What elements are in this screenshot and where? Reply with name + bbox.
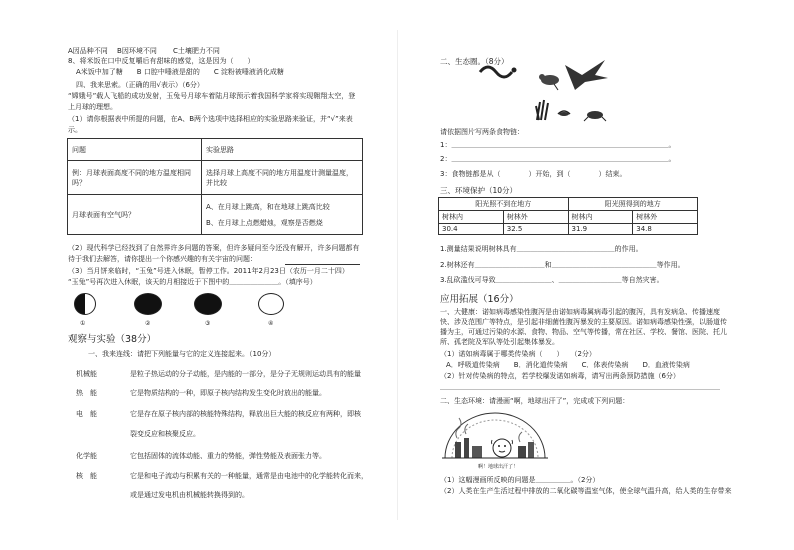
question-table xyxy=(67,138,363,235)
subq-2-line-1: （2）现代科学已经找到了自然界许多问题的答案，但许多疑问至今还没有解开，许多问题都有 xyxy=(68,244,360,252)
application-title: 应用拓展（16分） xyxy=(440,294,519,305)
food-chain-2: 2：＿＿＿＿＿＿＿＿＿＿＿＿＿＿＿＿＿＿＿＿＿＿＿＿＿＿＿＿＿＿＿。 xyxy=(440,155,676,163)
env-header-shade: 阳光照不到在地方 xyxy=(439,198,569,211)
options-line: A因品种不同 B因环境不同 C土壤肥力不同 xyxy=(68,47,220,55)
intro-line-2: 上月球的理想。 xyxy=(68,103,117,111)
energy-def-5-cont: 或是通过发电机由机械能转换得到的。 xyxy=(130,491,249,499)
table-row-2-question: 月球表面有空气吗？ xyxy=(68,195,202,235)
option-a: A、在月球上跳高，和在地球上跳高比较 xyxy=(206,202,330,211)
answer-line xyxy=(285,264,360,265)
snake-icon xyxy=(480,67,517,77)
cartoon-caption: 啊！地球出汗了！ xyxy=(478,464,519,470)
moon-label-1: ① xyxy=(80,320,86,327)
table-row-1-method: 选择月球上高度不同的地方用温度计测量温度，并比较 xyxy=(202,161,363,195)
subq-3-line-2: “玉兔”号再次进入休眠，该天的月相接近于下图中的＿＿＿＿＿＿＿。（填序号） xyxy=(68,278,317,286)
energy-name-3: 电 能 xyxy=(76,410,97,418)
section-observation-title: 观察与实验（38分） xyxy=(68,334,157,345)
energy-def-3-cont: 裂变反应和核聚反应。 xyxy=(130,430,200,438)
env-val-1: 30.4 xyxy=(439,224,504,235)
table-row-1-question: 例：月球表面高度不同的地方温度相同吗？ xyxy=(68,161,202,195)
section-4-title: 四、我来思索。（正确的用√表示）（6分） xyxy=(76,81,204,89)
app-q2-line: ＿＿＿＿＿＿＿＿＿＿＿＿＿＿＿＿＿＿＿＿＿＿＿＿＿＿＿＿＿＿＿＿＿＿＿＿＿＿＿＿ xyxy=(440,383,720,391)
app-q1: （1）诺如病毒属于哪类传染病（ ） （2分） xyxy=(440,350,596,358)
option-b: B、在月球上点燃蜡烛，观察是否燃烧 xyxy=(206,218,323,227)
app-para-2: 快、涉及范围广等特点，是引起非细菌性腹泻暴发的主要原因。诺如病毒感染性强，以肠道传 xyxy=(440,318,727,326)
env-q2: 2.树林还有＿＿＿＿＿＿＿＿＿＿和＿＿＿＿＿＿＿＿＿＿＿＿＿＿＿等作用。 xyxy=(440,261,685,269)
env-val-4: 34.8 xyxy=(633,224,698,235)
grasshopper-icon xyxy=(558,111,570,116)
moon-phase-4 xyxy=(258,293,284,315)
moon-phase-3 xyxy=(194,293,222,315)
table-row-2-method xyxy=(202,195,363,235)
subq-3-line-1: （3）当月饼来临时，“玉兔”号进入休眠，暂停工作。2011年2月23日（农历一月二十四） xyxy=(68,267,349,275)
observation-q1: 一、我来连线：请把下列能量与它的定义连接起来。（10分） xyxy=(88,350,276,358)
food-chain-3: 3：食物链都是从（ ）开始，到（ ）结束。 xyxy=(440,170,627,178)
moon-phase-1 xyxy=(74,293,96,315)
eagle-icon xyxy=(565,60,608,90)
food-chain-1: 1：＿＿＿＿＿＿＿＿＿＿＿＿＿＿＿＿＿＿＿＿＿＿＿＿＿＿＿＿＿＿＿。 xyxy=(440,141,676,149)
env-val-2: 32.5 xyxy=(503,224,568,235)
intro-line-1: “嫦娥号”载人飞船的成功发射，玉兔号月球车着陆月球预示着我国科学家将实现翱翔太空，登 xyxy=(68,92,356,100)
page-divider xyxy=(397,30,398,520)
energy-name-4: 化学能 xyxy=(76,452,97,460)
food-chain-illustrations xyxy=(470,50,630,130)
energy-def-1: 是粒子热运动的分子动能，是内能的一部分，是分子无规则运动具有的能量 xyxy=(130,370,361,378)
env-sub-3: 树林内 xyxy=(568,211,633,224)
energy-name-1: 机械能 xyxy=(76,370,97,378)
frog-icon xyxy=(584,111,606,121)
subq-1: （1）请你根据表中所提的问题，在A、B两个选项中选择相应的实验思路来验证，并“√”来表 xyxy=(68,115,353,123)
energy-def-3: 它是存在原子核内部的核能特殊结构，释放出巨大能的核反应有两种，即核 xyxy=(130,410,361,418)
table-header-question: 问题 xyxy=(68,139,202,161)
final-q2: （2）人类在生产生活过程中排放的二氧化碳等温室气体，使全球气温升高，给人类的生存带来 xyxy=(440,487,732,495)
app-para-1: 一、大健康：诺如病毒感染性腹泻是由诺如病毒属病毒引起的腹泻，具有发病急、传播速度 xyxy=(440,308,720,316)
app-q1-options: A．呼吸道传染病 B．消化道传染病 C．体表传染病 D．血液传染病 xyxy=(446,361,690,369)
env-sub-1: 树林内 xyxy=(439,211,504,224)
question-8-options: A米饭中加了糖 B 口腔中唾液是甜的 C 淀粉被唾液消化成糖 xyxy=(76,68,284,76)
moon-label-3: ③ xyxy=(205,320,211,327)
env-sub-4: 树林外 xyxy=(633,211,698,224)
grass-icon xyxy=(536,100,548,120)
table-header-method: 实验思路 xyxy=(202,139,363,161)
env-val-3: 31.9 xyxy=(568,224,633,235)
env-header-sun: 阳光照得到的地方 xyxy=(568,198,698,211)
energy-def-4: 它包括固体的流体动能、重力的势能，弹性势能及表面张力等。 xyxy=(130,452,326,460)
eco-env-title: 二、生态环境：请漫画“啊，地球出汗了”，完成或下列问题： xyxy=(440,397,630,405)
energy-def-2: 它是物质结构的一种，即原子核内结构发生变化时放出的能量。 xyxy=(130,389,326,397)
environment-table xyxy=(438,197,698,235)
final-q1: （1）这幅漫画所反映的问题是＿＿＿＿＿。（2分） xyxy=(440,476,600,484)
question-8: 8、将米饭在口中反复嚼后有甜味的感觉，这是因为（ ） xyxy=(68,57,255,65)
app-q2: （2）针对传染病的特点，若学校爆发诺如病毒，请写出两条预防措施（6分） xyxy=(440,372,680,380)
energy-name-5: 核 能 xyxy=(76,472,97,480)
energy-def-5: 它是和电子流动与积累有关的一种能量，通常是由电池中的化学能转化而来， xyxy=(130,472,368,480)
moon-label-4: ④ xyxy=(268,320,274,327)
moon-phase-2 xyxy=(134,293,162,315)
bird-icon xyxy=(539,74,559,90)
app-para-4: 所、孤老院及军队等处引起集体暴发。 xyxy=(440,338,559,346)
energy-name-2: 热 能 xyxy=(76,389,97,397)
subq-1-cont: 示。 xyxy=(68,126,82,134)
env-q3: 3.乱砍滥伐可导致＿＿＿＿＿＿＿＿、＿＿＿＿＿＿＿＿＿等自然灾害。 xyxy=(440,276,664,284)
env-sub-2: 树林外 xyxy=(503,211,568,224)
sweating-earth-cartoon xyxy=(440,408,550,470)
env-title: 三、环境保护（10分） xyxy=(440,186,518,195)
env-q1: 1.测量结果说明树林具有＿＿＿＿＿＿＿＿＿＿＿＿＿＿的作用。 xyxy=(440,245,643,253)
subq-2-line-2: 待于我们去解答，请你提出一个你感兴趣的有关宇宙的问题： xyxy=(68,255,257,263)
eco-title: 二、生态圈。（8分） xyxy=(440,57,509,66)
moon-label-2: ② xyxy=(145,320,151,327)
app-para-3: 播为主，可通过污染的水源、食物、物品、空气等传播，常在社区、学校、餐馆、医院、托儿 xyxy=(440,328,727,336)
food-chain-prompt: 请依据图片写两条食物链： xyxy=(440,128,524,136)
